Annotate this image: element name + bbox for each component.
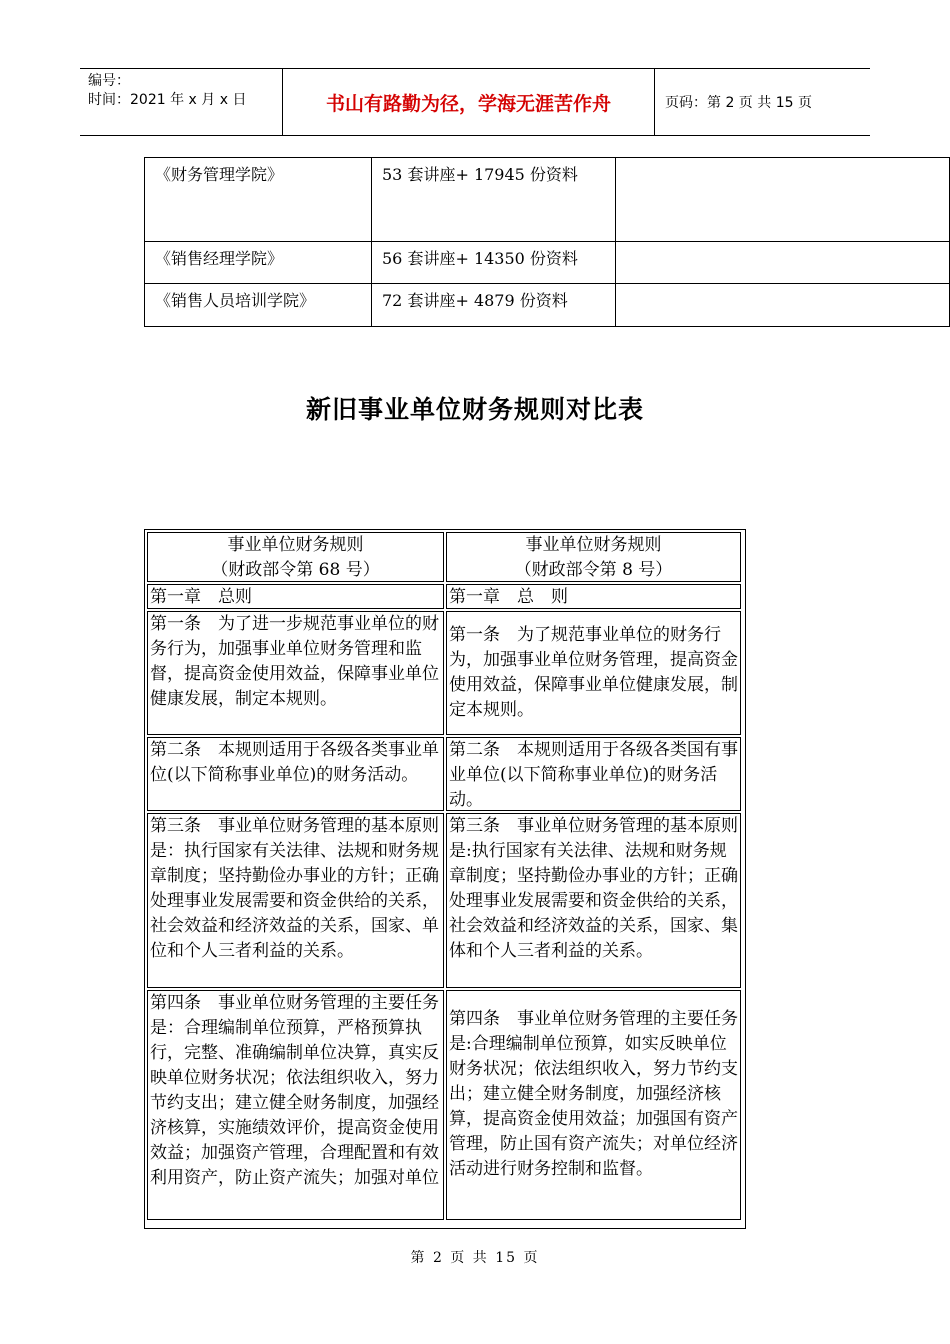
old-rule-cell: 第一章 总 则 xyxy=(446,584,741,609)
old-rule-text: 第一条 为了规范事业单位的财务行为，加强事业单位财务管理，提高资金使用效益，保障事业单位健康发展，制定本规则。 xyxy=(449,625,738,720)
new-rule-cell: 第三条 事业单位财务管理的基本原则是：执行国家有关法律、法规和财务规章制度；坚持勤俭办事业的方针；正确处理事业发展需要和资金供给的关系，社会效益和经济效益的关系，国家、单位和个人三者利益的关系。 xyxy=(147,813,444,988)
table-row xyxy=(147,737,743,811)
course-name: 《财务管理学院》 xyxy=(145,158,372,242)
new-rule-header xyxy=(147,532,444,582)
table-row xyxy=(145,242,950,284)
table-row xyxy=(147,813,743,988)
old-rule-cell xyxy=(446,990,741,1220)
comparison-grid xyxy=(147,532,743,1220)
old-rule-cell: 第三条 事业单位财务管理的基本原则是:执行国家有关法律、法规和财务规章制度；坚持勤俭办事业的方针；正确处理事业发展需要和资金供给的关系，社会效益和经济效益的关系，国家、集体和个人三者利益的关系。 xyxy=(446,813,741,988)
course-content: 56 套讲座+ 14350 份资料 xyxy=(372,242,616,284)
course-table xyxy=(144,157,950,327)
header-meta xyxy=(80,69,283,135)
page-footer: 第 2 页 共 15 页 xyxy=(410,1250,540,1266)
new-rule-decree: （财政部令第 68 号） xyxy=(211,560,380,580)
course-content: 53 套讲座+ 17945 份资料 xyxy=(372,158,616,242)
table-row xyxy=(145,284,950,327)
table-header-row xyxy=(147,532,743,582)
old-rule-cell: 第二条 本规则适用于各级各类国有事业单位(以下简称事业单位)的财务活动。 xyxy=(446,737,741,811)
new-rule-cell: 第一章 总则 xyxy=(147,584,444,609)
old-rule-title: 事业单位财务规则 xyxy=(525,535,662,555)
new-rule-cell: 第四条 事业单位财务管理的主要任务是：合理编制单位预算，严格预算执行，完整、准确编制单位决算，真实反映单位财务状况；依法组织收入，努力节约支出；建立健全财务制度，加强经济核算，实施绩效评价，提高资金使用效益；加强资产管理，合理配置和有效利用资产，防止资产流失；加强对单位 xyxy=(147,990,444,1220)
course-note xyxy=(616,242,950,284)
table-row xyxy=(145,158,950,242)
old-rule-cell xyxy=(446,611,741,735)
page-header xyxy=(80,68,870,136)
course-content: 72 套讲座+ 4879 份资料 xyxy=(372,284,616,327)
table-row xyxy=(147,990,743,1220)
new-rule-cell: 第一条 为了进一步规范事业单位的财务行为，加强事业单位财务管理和监督，提高资金使用效益，保障事业单位健康发展，制定本规则。 xyxy=(147,611,444,735)
old-rule-header xyxy=(446,532,741,582)
document-title: 新旧事业单位财务规则对比表 xyxy=(305,395,644,424)
page-info: 页码：第 2 页 共 15 页 xyxy=(665,95,812,111)
slogan: 书山有路勤为径，学海无涯苦作舟 xyxy=(283,69,655,135)
comparison-table xyxy=(144,529,746,1229)
old-rule-decree: （财政部令第 8 号） xyxy=(514,560,673,580)
old-rule-text: 第四条 事业单位财务管理的主要任务是:合理编制单位预算，如实反映单位财务状况；依法组织收入，努力节约支出；建立健全财务制度，加强经济核算，提高资金使用效益；加强国有资产管理，防止国有资产流失；对单位经济活动进行财务控制和监督。 xyxy=(449,1009,738,1179)
new-rule-cell: 第二条 本规则适用于各级各类事业单位(以下简称事业单位)的财务活动。 xyxy=(147,737,444,811)
new-rule-title: 事业单位财务规则 xyxy=(227,535,364,555)
course-name: 《销售人员培训学院》 xyxy=(145,284,372,327)
table-row xyxy=(147,611,743,735)
course-note xyxy=(616,158,950,242)
number-label: 编号： xyxy=(88,73,130,89)
time-label: 时间：2021 年 x 月 x 日 xyxy=(88,92,247,108)
course-name: 《销售经理学院》 xyxy=(145,242,372,284)
table-row xyxy=(147,584,743,609)
course-note xyxy=(616,284,950,327)
